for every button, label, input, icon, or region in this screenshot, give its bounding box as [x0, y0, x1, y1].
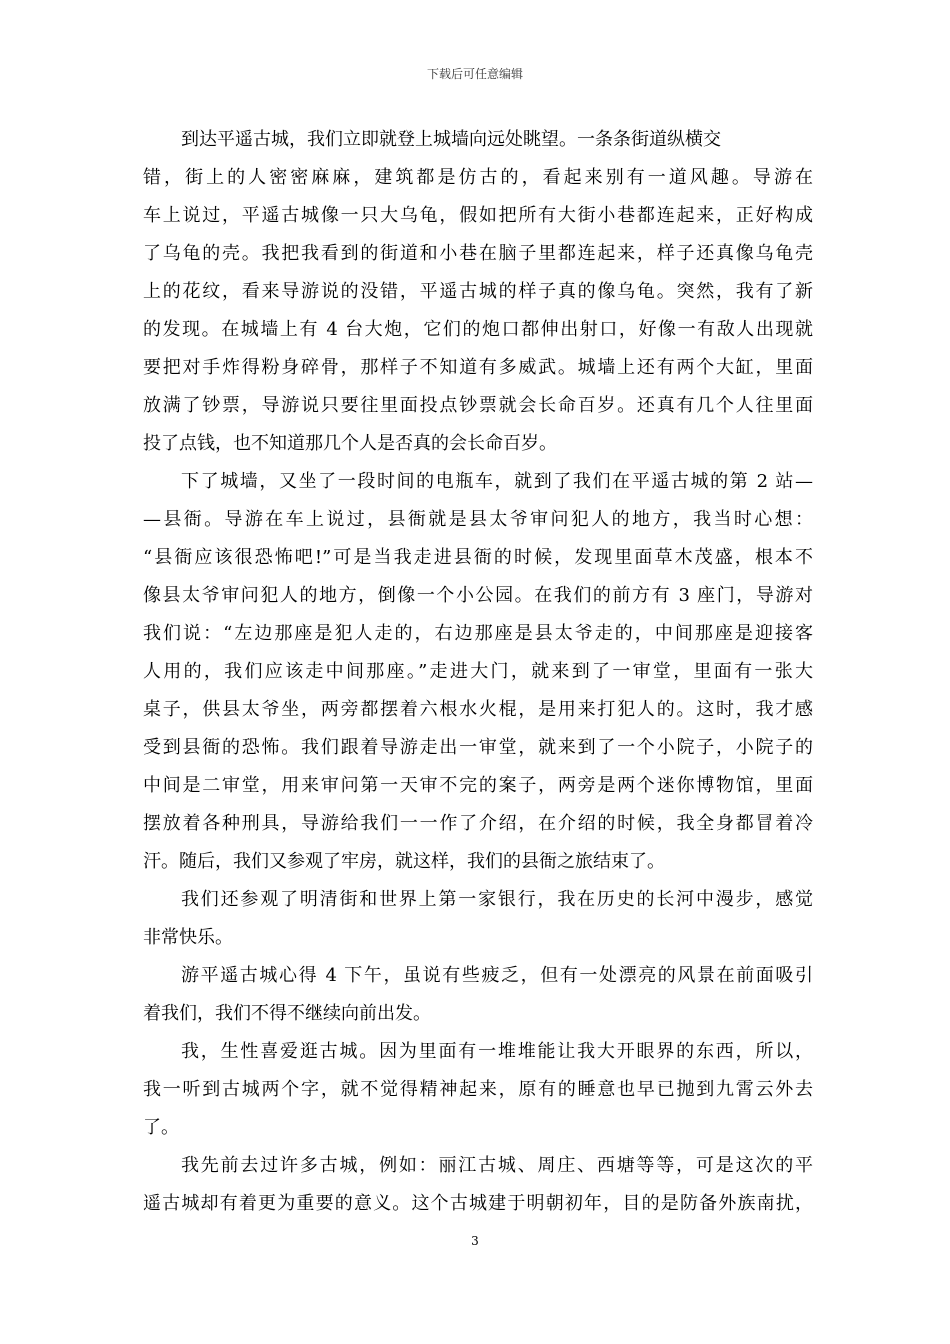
- text-line: 投了点钱，也不知道那几个人是否真的会长命百岁。: [143, 433, 557, 454]
- text-line: “县衙应该很恐怖吧!”可是当我走进县衙的时候，发现里面草木茂盛，根本不: [143, 547, 813, 568]
- text-line: 上的花纹，看来导游说的没错，平遥古城的样子真的像乌龟。突然，我有了新: [143, 281, 813, 302]
- text-line: 摆放着各种刑具，导游给我们一一作了介绍，在介绍的时候，我全身都冒着冷: [143, 813, 813, 834]
- text-line: 了乌龟的壳。我把我看到的街道和小巷在脑子里都连起来，样子还真像乌龟壳: [143, 243, 813, 264]
- text-line: 的发现。在城墙上有 4 台大炮，它们的炮口都伸出射口，好像一有敌人出现就: [143, 319, 813, 340]
- page-header: 下载后可任意编辑: [426, 67, 523, 81]
- text-line: 放满了钞票，导游说只要往里面投点钞票就会长命百岁。还真有几个人往里面: [143, 395, 813, 416]
- text-line: 了。: [143, 1117, 179, 1138]
- text-line: 非常快乐。: [143, 927, 233, 948]
- text-line: 我们说：“左边那座是犯人走的，右边那座是县太爷走的，中间那座是迎接客: [143, 623, 813, 644]
- text-line: 下了城墙，又坐了一段时间的电瓶车，就到了我们在平遥古城的第 2 站—: [181, 471, 813, 492]
- page-number: 3: [471, 1234, 479, 1248]
- text-line: 桌子，供县太爷坐，两旁都摆着六根水火棍，是用来打犯人的。这时，我才感: [143, 699, 813, 720]
- text-line: 我一听到古城两个字，就不觉得精神起来，原有的睡意也早已抛到九霄云外去: [143, 1079, 813, 1100]
- text-line: 受到县衙的恐怖。我们跟着导游走出一审堂，就来到了一个小院子，小院子的: [143, 737, 813, 758]
- text-line: 游平遥古城心得 4 下午，虽说有些疲乏，但有一处漂亮的风景在前面吸引: [181, 965, 813, 986]
- text-line: 遥古城却有着更为重要的意义。这个古城建于明朝初年，目的是防备外族南扰，: [143, 1193, 813, 1214]
- text-line: 我先前去过许多古城，例如：丽江古城、周庄、西塘等等，可是这次的平: [181, 1155, 813, 1176]
- text-line: 到达平遥古城，我们立即就登上城墙向远处眺望。一条条街道纵横交: [181, 129, 721, 150]
- text-line: 人用的，我们应该走中间那座。”走进大门，就来到了一审堂，里面有一张大: [143, 661, 813, 682]
- document-body: [143, 121, 813, 1223]
- text-line: 错，街上的人密密麻麻，建筑都是仿古的，看起来别有一道风趣。导游在: [143, 167, 813, 188]
- text-line: 要把对手炸得粉身碎骨，那样子不知道有多威武。城墙上还有两个大缸，里面: [143, 357, 813, 378]
- text-line: —县衙。导游在车上说过，县衙就是县太爷审问犯人的地方，我当时心想：: [143, 509, 813, 530]
- text-line: 我们还参观了明清街和世界上第一家银行，我在历史的长河中漫步，感觉: [181, 889, 813, 910]
- text-line: 车上说过，平遥古城像一只大乌龟，假如把所有大街小巷都连起来，正好构成: [143, 205, 813, 226]
- text-line: 像县太爷审问犯人的地方，倒像一个小公园。在我们的前方有 3 座门，导游对: [143, 585, 813, 606]
- text-line: 着我们，我们不得不继续向前出发。: [143, 1003, 431, 1024]
- text-line: 我，生性喜爱逛古城。因为里面有一堆堆能让我大开眼界的东西，所以，: [181, 1041, 813, 1062]
- text-line: 汗。随后，我们又参观了牢房，就这样，我们的县衙之旅结束了。: [143, 851, 665, 872]
- text-line: 中间是二审堂，用来审问第一天审不完的案子，两旁是两个迷你博物馆，里面: [143, 775, 813, 796]
